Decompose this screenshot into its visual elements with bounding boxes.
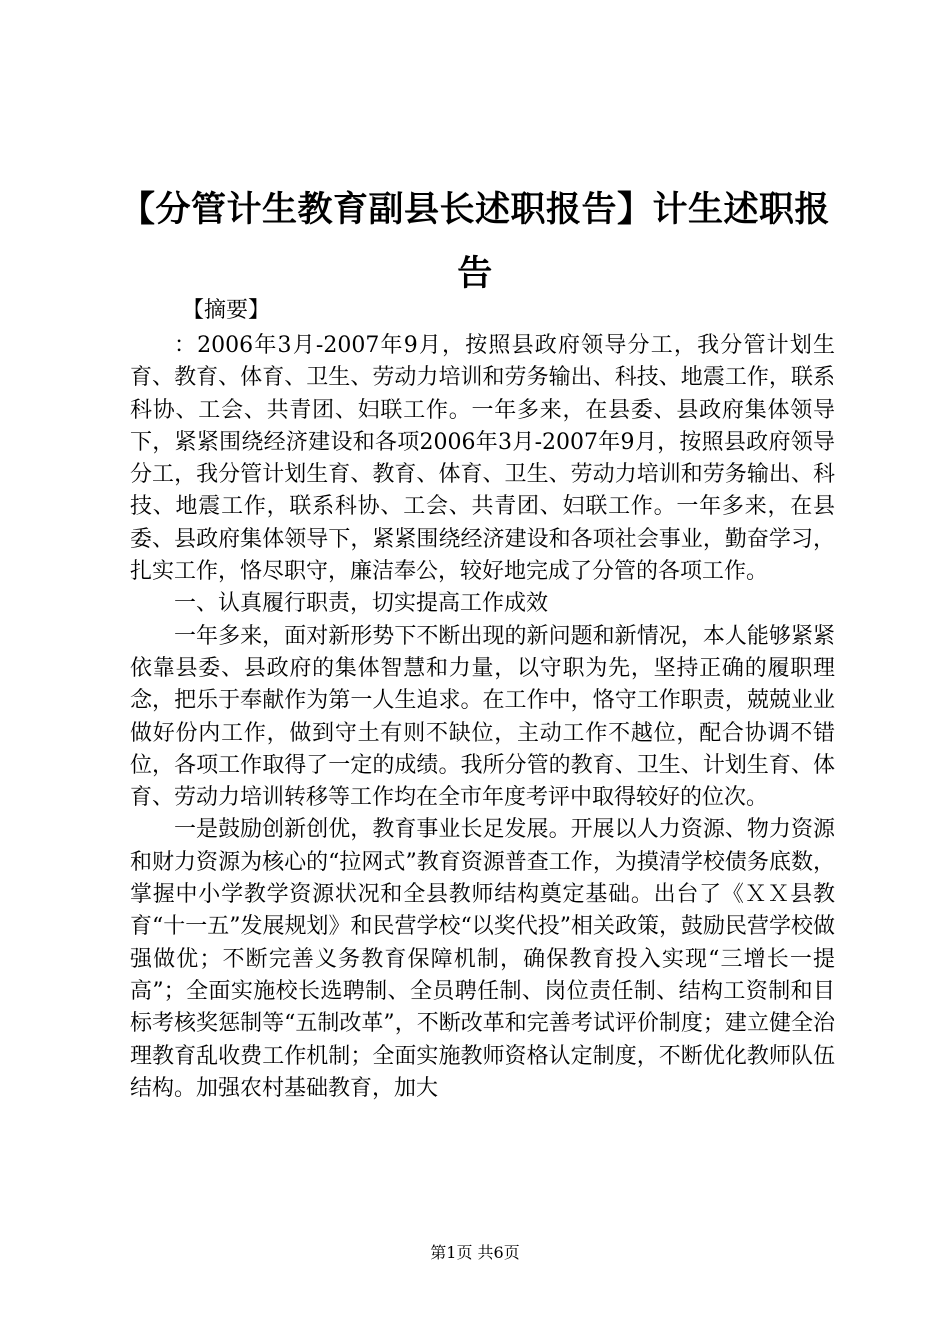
paragraph: 一是鼓励创新创优，教育事业长足发展。开展以人力资源、物力资源和财力资源为核心的“拉网式”教育资源普查工作，为摸清学校债务底数，掌握中小学教学资源状况和全县教师结构奠定基础。出台了《ＸＸ县教育“十一五”发展规划》和民营学校“以奖代投”相关政策，鼓励民营学校做强做优；不断完善义务教育保障机制，确保教育投入实现“三增长一提高”；全面实施校长选聘制、全员聘任制、岗位责任制、结构工资制和目标考核奖惩制等“五制改革”，不断改革和完善考试评价制度；建立健全治理教育乱收费工作机制；全面实施教师资格认定制度，不断优化教师队伍结构。加强农村基础教育，加大: [130, 817, 835, 1101]
paragraph-intro: ：2006年3月-2007年9月，按照县政府领导分工，我分管计划生育、教育、体育、卫生、劳动力培训和劳务输出、科技、地震工作，联系科协、工会、共青团、妇联工作。一年多来，在县委、县政府集体领导下，紧紧围绕经济建设和各项2006年3月-2007年9月，按照县政府领导分工，我分管计划生育、教育、体育、卫生、劳动力培训和劳务输出、科技、地震工作，联系科协、工会、共青团、妇联工作。一年多来，在县委、县政府集体领导下，紧紧围绕经济建设和各项社会事业，勤奋学习，扎实工作，恪尽职守，廉洁奉公，较好地完成了分管的各项工作。: [130, 333, 835, 585]
paragraph: 一年多来，面对新形势下不断出现的新问题和新情况，本人能够紧紧依靠县委、县政府的集体智慧和力量，以守职为先，坚持正确的履职理念，把乐于奉献作为第一人生追求。在工作中，恪守工作职责，兢兢业业做好份内工作，做到守土有则不缺位，主动工作不越位，配合协调不错位，各项工作取得了一定的成绩。我所分管的教育、卫生、计划生育、体育、劳动力培训转移等工作均在全市年度考评中取得较好的位次。: [130, 623, 835, 811]
section-heading: 一、认真履行职责，切实提高工作成效: [174, 591, 549, 617]
page-footer: 第1页 共6页: [430, 1243, 520, 1262]
document-title: 【分管计生教育副县长述职报告】计生述职报告: [119, 189, 830, 294]
document-body: [130, 330, 835, 1105]
abstract-label: 【摘要】: [182, 298, 271, 323]
